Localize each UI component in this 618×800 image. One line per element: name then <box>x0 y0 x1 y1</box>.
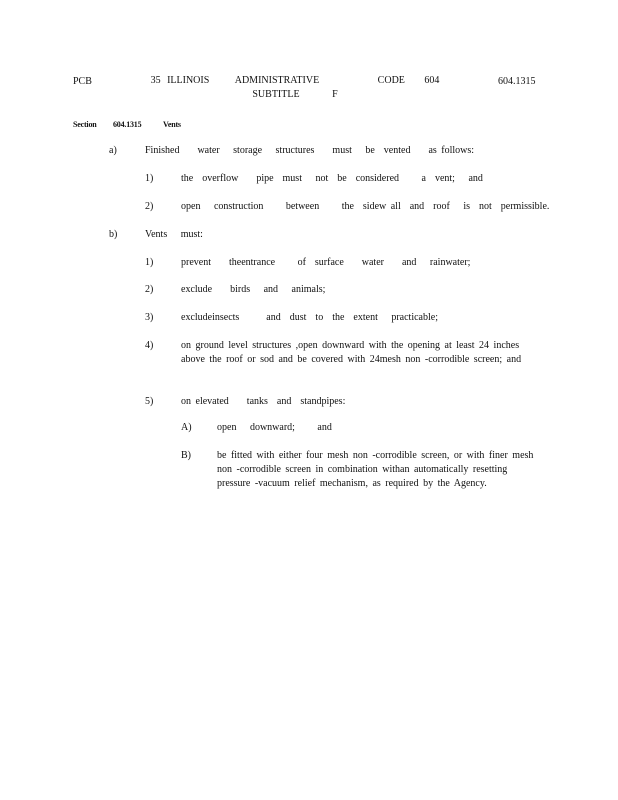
item-b3-text: excludeinsects and dust to the extent practicable; <box>181 312 438 323</box>
item-a-marker: a) <box>109 145 117 156</box>
section-title: Vents <box>163 120 181 129</box>
item-b4-text: on ground level structures ,open downward with the opening at least 24 inches above the roof or sod and be covered with 24mesh non -corrodible screen; and <box>181 340 522 365</box>
header-center-line1: 35 ILLINOIS ADMINISTRATIVE CODE 604 <box>150 75 440 86</box>
item-b5A-text: open downward; and <box>217 422 332 433</box>
item-b2-text: exclude birds and animals; <box>181 284 326 295</box>
item-b5A-marker: A) <box>181 422 192 433</box>
header-center-line2: SUBTITLE F <box>252 89 338 100</box>
item-b1-text: prevent theentrance of surface water and rainwater; <box>181 257 471 268</box>
item-b5-text: on elevated tanks and standpipes: <box>181 396 346 407</box>
section-label: Section <box>73 120 97 129</box>
section-number: 604.1315 <box>113 120 142 129</box>
item-b-text: Vents must: <box>145 229 203 240</box>
item-a-text: Finished water storage structures must be vented as follows: <box>145 145 475 156</box>
item-b-marker: b) <box>109 229 118 240</box>
item-a2-text: open construction between the sidew all and roof is not permissible. <box>181 201 550 212</box>
item-b4-marker: 4) <box>145 340 154 351</box>
item-b2-marker: 2) <box>145 284 154 295</box>
header-left: PCB <box>73 76 92 87</box>
item-b5-marker: 5) <box>145 396 154 407</box>
item-b1-marker: 1) <box>145 257 154 268</box>
item-b5B-text: be fitted with either four mesh non -corrodible screen, or with finer mesh non -corrodible screen in combination withan automatically resetting pressure -vacuum relief mechanism, as required by the Agency. <box>217 450 534 489</box>
item-a1-text: the overflow pipe must not be considered a vent; and <box>181 173 483 184</box>
item-b5B-marker: B) <box>181 450 191 461</box>
item-a2-marker: 2) <box>145 201 154 212</box>
header-right: 604.1315 <box>498 76 536 87</box>
header-center <box>150 74 440 102</box>
item-a1-marker: 1) <box>145 173 154 184</box>
item-b3-marker: 3) <box>145 312 154 323</box>
